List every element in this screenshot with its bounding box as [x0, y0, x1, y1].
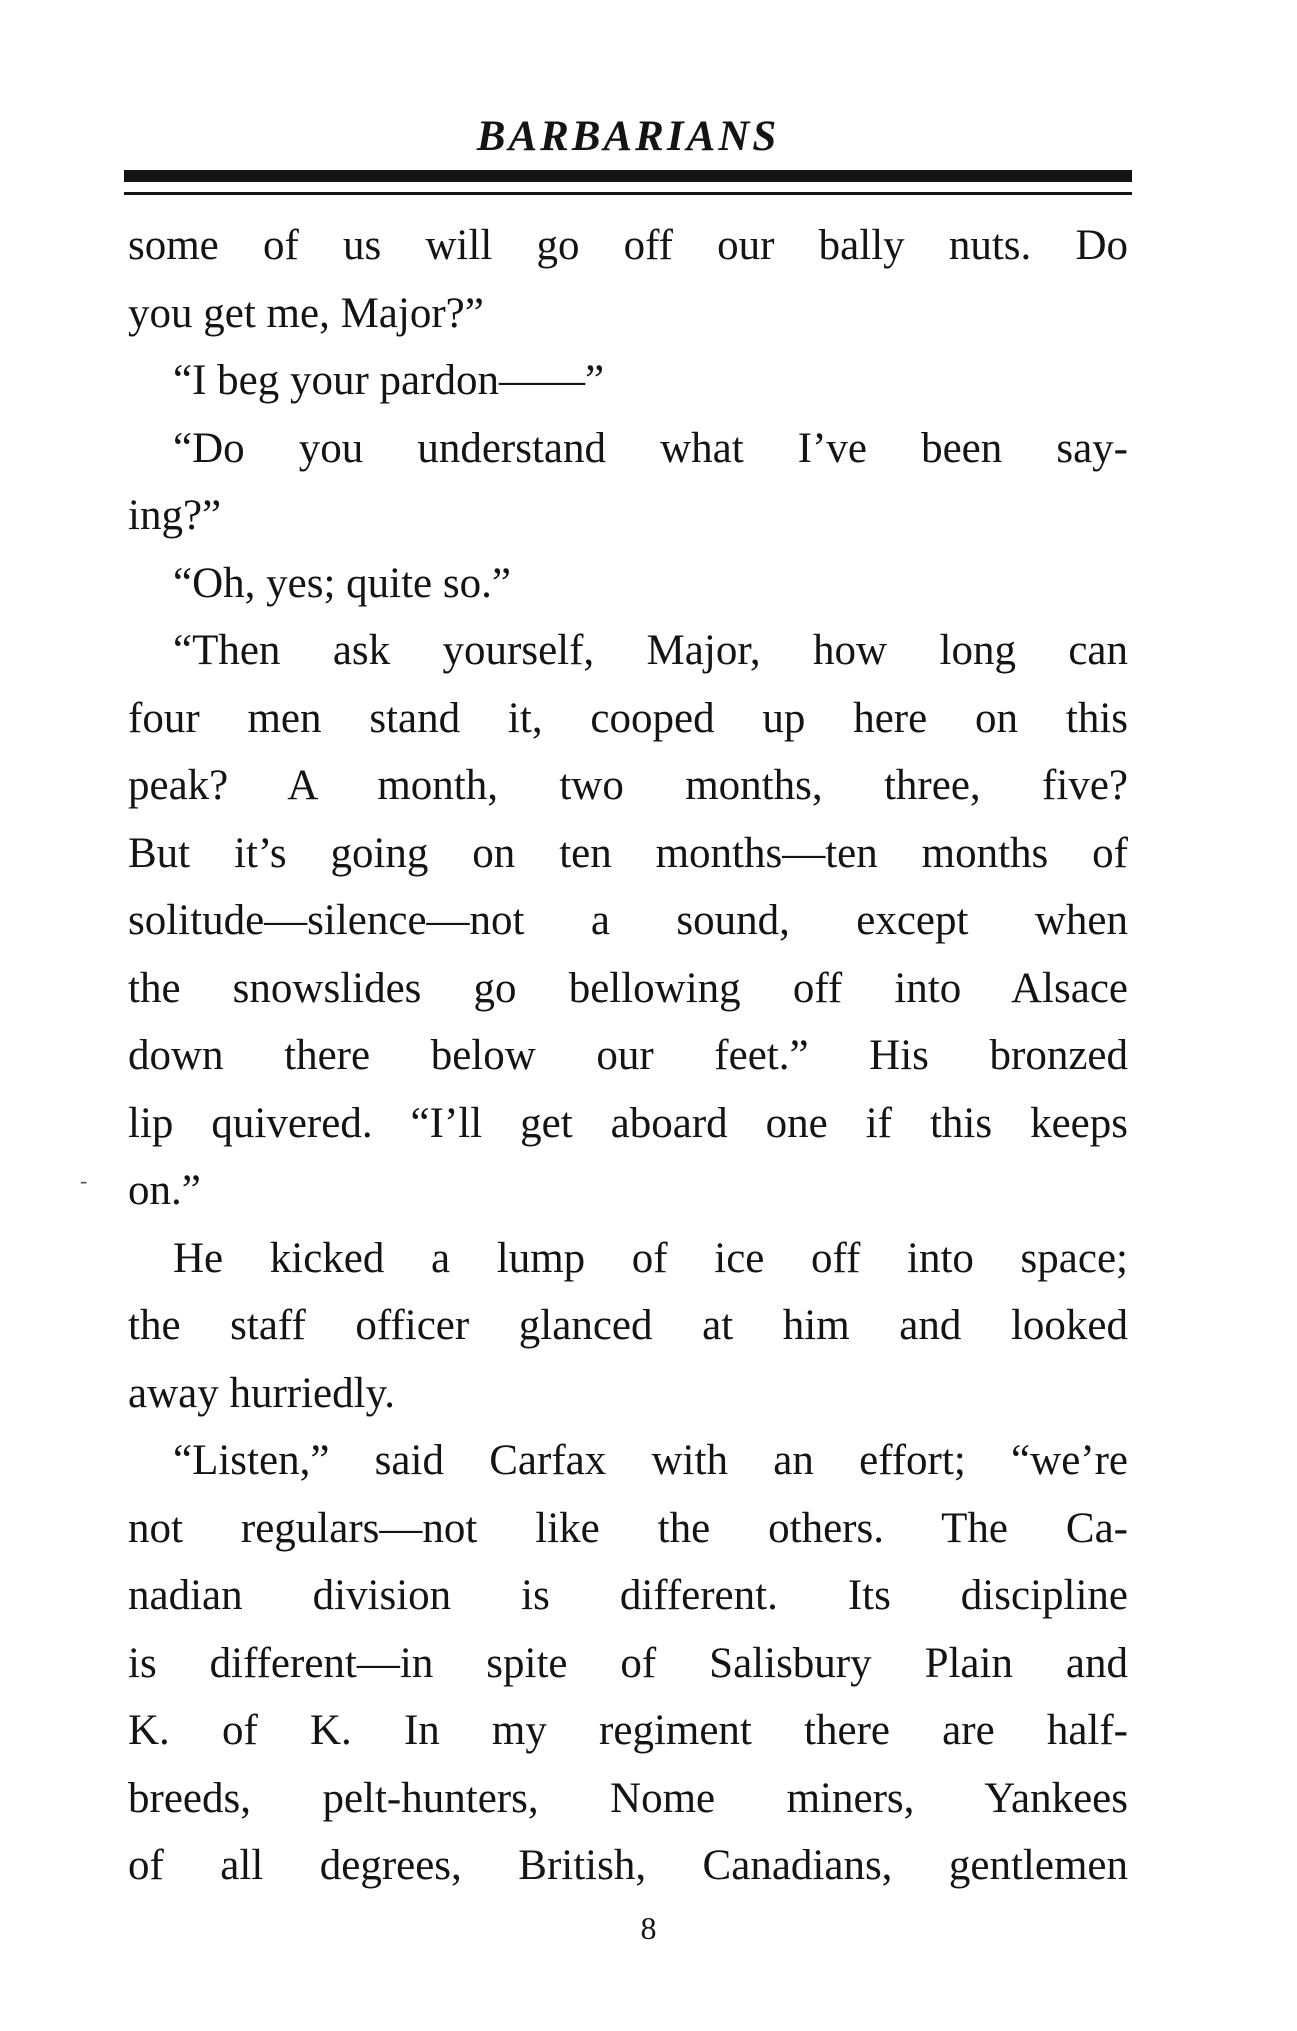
header-rule-thin: [124, 192, 1132, 195]
text-line: ing?”: [128, 492, 222, 539]
text-line: peak? A month, two months, three, five?: [128, 762, 1128, 809]
page-body-text: [128, 212, 1128, 1900]
text-line: “Listen,” said Carfax with an effort; “we’re: [173, 1437, 1128, 1484]
text-line: “Then ask yourself, Major, how long can: [173, 627, 1128, 674]
text-line: the snowslides go bellowing off into Alsace: [128, 964, 1128, 1012]
running-header: BARBARIANS: [476, 113, 780, 160]
text-line: He kicked a lump of ice off into space;: [173, 1234, 1128, 1282]
text-line: is different—in spite of Salisbury Plain and: [128, 1639, 1128, 1687]
header-rule-thick: [124, 170, 1132, 182]
text-line: you get me, Major?”: [128, 289, 484, 337]
text-line: solitude—silence—not a sound, except when: [128, 897, 1128, 944]
text-line: “I beg your pardon——”: [173, 357, 605, 404]
text-line: But it’s going on ten months—ten months of: [128, 829, 1128, 877]
text-line: four men stand it, cooped up here on this: [128, 694, 1128, 742]
text-line: away hurriedly.: [128, 1369, 396, 1417]
text-line: some of us will go off our bally nuts. Do: [128, 222, 1128, 269]
text-line: “Do you understand what I’ve been say-: [173, 424, 1128, 472]
text-line: on.”: [128, 1167, 201, 1214]
text-line: K. of K. In my regiment there are half-: [128, 1707, 1128, 1754]
page-number: 8: [640, 1910, 657, 1946]
text-line: down there below our feet.” His bronzed: [128, 1032, 1128, 1079]
text-line: nadian division is different. Its discipline: [128, 1572, 1128, 1619]
text-line: lip quivered. “I’ll get aboard one if this keeps: [128, 1099, 1128, 1147]
text-line: “Oh, yes; quite so.”: [173, 559, 511, 607]
text-line: the staff officer glanced at him and looked: [128, 1302, 1128, 1349]
margin-mark: -: [80, 1168, 88, 1193]
text-line: of all degrees, British, Canadians, gentlemen: [128, 1842, 1128, 1889]
text-line: not regulars—not like the others. The Ca-: [128, 1504, 1128, 1552]
text-line: breeds, pelt-hunters, Nome miners, Yankees: [128, 1774, 1128, 1822]
